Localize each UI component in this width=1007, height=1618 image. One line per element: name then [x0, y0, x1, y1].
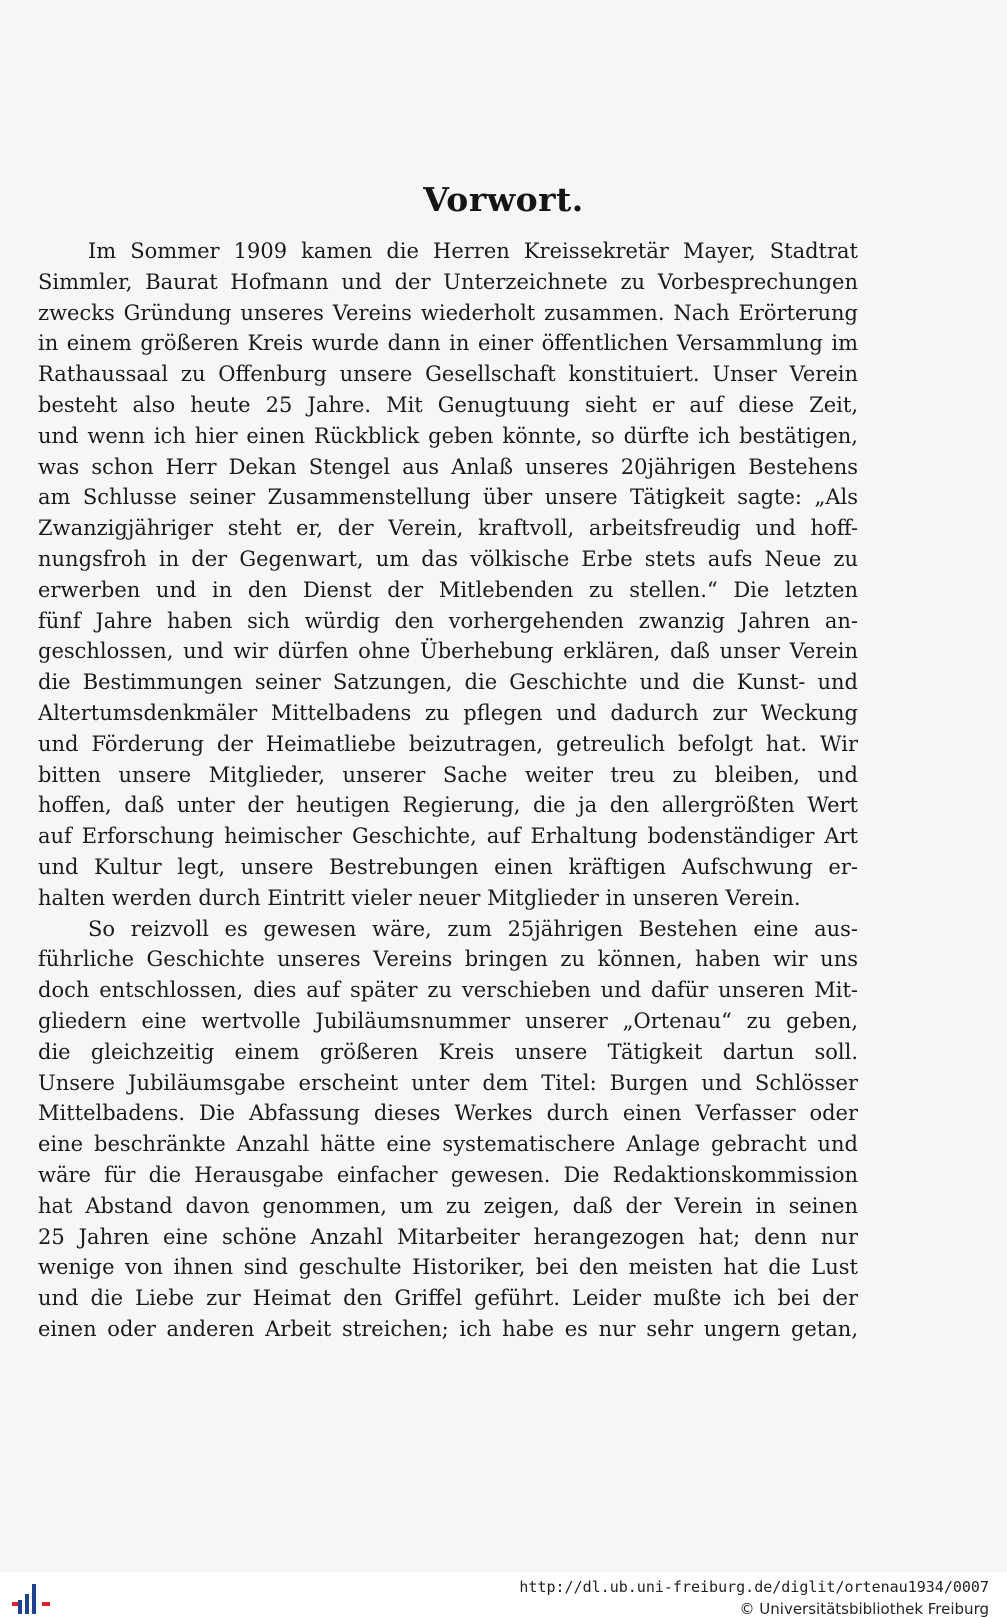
logo-bar-blue-3	[32, 1584, 36, 1614]
logo-bar-blue-2	[25, 1594, 29, 1614]
text-line: gliedern eine wertvolle Jubiläumsnummer unserer „Ortenau“ zu geben,	[38, 1008, 858, 1033]
text-line: in einem größeren Kreis wurde dann in einer öffentlichen Versammlung im	[38, 331, 858, 356]
text-line: einen oder anderen Arbeit streichen; ich habe es nur sehr ungern getan,	[38, 1316, 858, 1341]
text-line: Im Sommer 1909 kamen die Herren Kreissekretär Mayer, Stadtrat	[88, 239, 858, 263]
page-heading: Vorwort.	[423, 180, 584, 219]
text-line: fünf Jahre haben sich würdig den vorhergehenden zwanzig Jahren an-	[38, 608, 858, 633]
text-line: 25 Jahren eine schöne Anzahl Mitarbeiter herangezogen hat; denn nur	[38, 1224, 858, 1249]
logo-bar-red-right	[42, 1602, 50, 1606]
text-line: Simmler, Baurat Hofmann und der Unterzeichnete zu Vorbesprechungen	[38, 269, 858, 294]
text-line: was schon Herr Dekan Stengel aus Anlaß unseres 20jährigen Bestehens	[38, 454, 858, 479]
text-line: Rathaussaal zu Offenburg unsere Gesellschaft konstituiert. Unser Verein	[38, 362, 858, 387]
text-line: wenige von ihnen sind geschulte Historiker, bei den meisten hat die Lust	[38, 1255, 858, 1280]
text-line: am Schlusse seiner Zusammenstellung über unsere Tätigkeit sagte: „Als	[38, 485, 858, 510]
text-line: die gleichzeitig einem größeren Kreis unsere Tätigkeit dartun soll.	[38, 1039, 858, 1064]
text-line: zwecks Gründung unseres Vereins wiederholt zusammen. Nach Erörterung	[38, 300, 858, 325]
text-line: auf Erforschung heimischer Geschichte, auf Erhaltung bodenständiger Art	[38, 824, 858, 849]
text-line: erwerben und in den Dienst der Mitlebenden zu stellen.“ Die letzten	[38, 577, 858, 602]
text-line: Zwanzigjähriger steht er, der Verein, kraftvoll, arbeitsfreudig und hoff-	[38, 516, 858, 541]
text-line: Altertumsdenkmäler Mittelbadens zu pflegen und dadurch zur Weckung	[38, 700, 858, 725]
text-line: geschlossen, und wir dürfen ohne Überhebung erklären, daß unser Verein	[38, 639, 858, 664]
text-line: wäre für die Herausgabe einfacher gewesen. Die Redaktionskommission	[38, 1162, 858, 1187]
footer-url-link[interactable]: http://dl.ub.uni-freiburg.de/diglit/ortenau1934/0007	[519, 1578, 989, 1596]
text-line: Mittelbadens. Die Abfassung dieses Werkes durch einen Verfasser oder	[38, 1101, 858, 1126]
copyright-symbol: ©	[739, 1600, 755, 1618]
text-line: Unsere Jubiläumsgabe erscheint unter dem Titel: Burgen und Schlösser	[38, 1070, 858, 1095]
text-line: hat Abstand davon genommen, um zu zeigen, daß der Verein in seinen	[38, 1193, 858, 1218]
ub-freiburg-logo-icon	[12, 1582, 60, 1616]
text-line: So reizvoll es gewesen wäre, zum 25jährigen Bestehen eine aus-	[88, 916, 858, 941]
text-line: halten werden durch Eintritt vieler neuer Mitglieder in unseren Verein.	[38, 885, 801, 910]
text-line: und die Liebe zur Heimat den Griffel geführt. Leider mußte ich bei der	[38, 1286, 858, 1311]
text-line: und wenn ich hier einen Rückblick geben könnte, so dürfte ich bestätigen,	[38, 423, 858, 448]
text-line: nungsfroh in der Gegenwart, um das völkische Erbe stets aufs Neue zu	[38, 546, 858, 571]
text-line: besteht also heute 25 Jahre. Mit Genugtuung sieht er auf diese Zeit,	[38, 392, 858, 417]
footer-copyright	[740, 1600, 989, 1618]
text-line: eine beschränkte Anzahl hätte eine systematischere Anlage gebracht und	[38, 1132, 858, 1157]
logo-bar-red-left	[12, 1602, 18, 1606]
text-line: hoffen, daß unter der heutigen Regierung, die ja den allergrößten Wert	[38, 793, 858, 818]
text-line: bitten unsere Mitglieder, unserer Sache weiter treu zu bleiben, und	[38, 762, 858, 787]
text-line: führliche Geschichte unseres Vereins bringen zu können, haben wir uns	[38, 947, 858, 972]
text-line: und Kultur legt, unsere Bestrebungen einen kräftigen Aufschwung er-	[38, 854, 858, 879]
text-line: und Förderung der Heimatliebe beizutragen, getreulich befolgt hat. Wir	[38, 731, 858, 756]
body-text	[38, 236, 858, 1345]
text-line: doch entschlossen, dies auf später zu verschieben und dafür unseren Mit-	[38, 978, 858, 1003]
text-line: die Bestimmungen seiner Satzungen, die Geschichte und die Kunst- und	[38, 670, 858, 695]
logo-bar-blue-1	[18, 1600, 22, 1614]
copyright-text: Universitätsbibliothek Freiburg	[759, 1600, 989, 1618]
